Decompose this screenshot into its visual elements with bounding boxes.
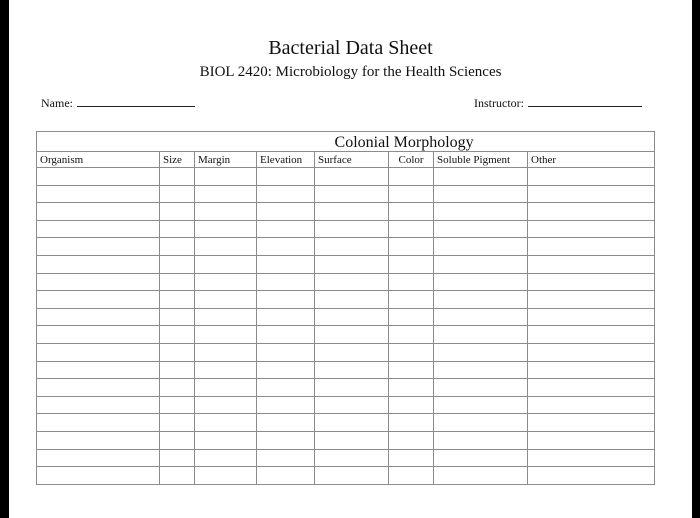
cell-organism[interactable]: [37, 379, 160, 397]
cell-margin[interactable]: [195, 449, 257, 467]
cell-surface[interactable]: [315, 467, 389, 485]
table-row: [37, 326, 655, 344]
cell-margin[interactable]: [195, 255, 257, 273]
cell-color[interactable]: [389, 255, 434, 273]
cell-elevation[interactable]: [257, 203, 315, 221]
cell-soluble-pigment[interactable]: [434, 343, 528, 361]
cell-margin[interactable]: [195, 396, 257, 414]
table-row: [37, 255, 655, 273]
cell-color[interactable]: [389, 238, 434, 256]
cell-color[interactable]: [389, 168, 434, 186]
cell-organism[interactable]: [37, 255, 160, 273]
cell-organism[interactable]: [37, 343, 160, 361]
data-sheet-page: [9, 0, 692, 518]
cell-organism[interactable]: [37, 203, 160, 221]
table-row: [37, 168, 655, 186]
cell-surface[interactable]: [315, 203, 389, 221]
column-header-size: Size: [160, 152, 195, 168]
instructor-field: [474, 96, 642, 111]
column-header-color: Color: [389, 152, 434, 168]
cell-margin[interactable]: [195, 343, 257, 361]
cell-organism[interactable]: [37, 361, 160, 379]
cell-margin[interactable]: [195, 291, 257, 309]
page-title: Bacterial Data Sheet: [268, 37, 433, 59]
cell-surface[interactable]: [315, 379, 389, 397]
table-row: [37, 396, 655, 414]
cell-elevation[interactable]: [257, 255, 315, 273]
cell-color[interactable]: [389, 467, 434, 485]
cell-color[interactable]: [389, 431, 434, 449]
cell-surface[interactable]: [315, 361, 389, 379]
cell-other[interactable]: [528, 343, 655, 361]
cell-color[interactable]: [389, 326, 434, 344]
cell-color[interactable]: [389, 379, 434, 397]
cell-margin[interactable]: [195, 431, 257, 449]
cell-organism[interactable]: [37, 291, 160, 309]
cell-other[interactable]: [528, 168, 655, 186]
cell-other[interactable]: [528, 308, 655, 326]
cell-size[interactable]: [160, 185, 195, 203]
column-header-elevation: Elevation: [257, 152, 315, 168]
cell-margin[interactable]: [195, 220, 257, 238]
cell-elevation[interactable]: [257, 343, 315, 361]
cell-soluble-pigment[interactable]: [434, 168, 528, 186]
cell-soluble-pigment[interactable]: [434, 379, 528, 397]
table-row: [37, 291, 655, 309]
cell-other[interactable]: [528, 379, 655, 397]
cell-other[interactable]: [528, 396, 655, 414]
cell-surface[interactable]: [315, 414, 389, 432]
cell-size[interactable]: [160, 361, 195, 379]
cell-other[interactable]: [528, 467, 655, 485]
cell-soluble-pigment[interactable]: [434, 414, 528, 432]
cell-organism[interactable]: [37, 326, 160, 344]
cell-size[interactable]: [160, 308, 195, 326]
table-row: [37, 273, 655, 291]
cell-margin[interactable]: [195, 379, 257, 397]
table-row: [37, 361, 655, 379]
cell-color[interactable]: [389, 291, 434, 309]
cell-soluble-pigment[interactable]: [434, 255, 528, 273]
cell-other[interactable]: [528, 273, 655, 291]
cell-margin[interactable]: [195, 203, 257, 221]
cell-other[interactable]: [528, 414, 655, 432]
cell-color[interactable]: [389, 308, 434, 326]
cell-surface[interactable]: [315, 291, 389, 309]
cell-elevation[interactable]: [257, 326, 315, 344]
table-row: [37, 414, 655, 432]
cell-margin[interactable]: [195, 273, 257, 291]
cell-size[interactable]: [160, 449, 195, 467]
cell-color[interactable]: [389, 396, 434, 414]
cell-elevation[interactable]: [257, 379, 315, 397]
cell-elevation[interactable]: [257, 185, 315, 203]
cell-elevation[interactable]: [257, 168, 315, 186]
cell-color[interactable]: [389, 220, 434, 238]
cell-other[interactable]: [528, 203, 655, 221]
table-row: [37, 449, 655, 467]
cell-elevation[interactable]: [257, 308, 315, 326]
table-row: [37, 203, 655, 221]
cell-surface[interactable]: [315, 308, 389, 326]
cell-surface[interactable]: [315, 326, 389, 344]
column-header-margin: Margin: [195, 152, 257, 168]
cell-organism[interactable]: [37, 414, 160, 432]
cell-organism[interactable]: [37, 431, 160, 449]
column-header-row: [37, 152, 655, 168]
cell-size[interactable]: [160, 273, 195, 291]
cell-organism[interactable]: [37, 467, 160, 485]
column-header-other: Other: [528, 152, 655, 168]
cell-soluble-pigment[interactable]: [434, 396, 528, 414]
cell-elevation[interactable]: [257, 396, 315, 414]
cell-other[interactable]: [528, 238, 655, 256]
cell-surface[interactable]: [315, 431, 389, 449]
cell-surface[interactable]: [315, 220, 389, 238]
table-row: [37, 238, 655, 256]
cell-other[interactable]: [528, 220, 655, 238]
cell-elevation[interactable]: [257, 449, 315, 467]
cell-margin[interactable]: [195, 361, 257, 379]
cell-elevation[interactable]: [257, 273, 315, 291]
cell-other[interactable]: [528, 185, 655, 203]
cell-margin[interactable]: [195, 185, 257, 203]
cell-elevation[interactable]: [257, 467, 315, 485]
cell-elevation[interactable]: [257, 361, 315, 379]
cell-surface[interactable]: [315, 343, 389, 361]
cell-soluble-pigment[interactable]: [434, 431, 528, 449]
group-header-spacer: [37, 132, 257, 152]
cell-color[interactable]: [389, 273, 434, 291]
cell-color[interactable]: [389, 361, 434, 379]
cell-other[interactable]: [528, 291, 655, 309]
cell-organism[interactable]: [37, 396, 160, 414]
colonial-morphology-header: Colonial Morphology: [257, 132, 655, 152]
cell-surface[interactable]: [315, 238, 389, 256]
cell-elevation[interactable]: [257, 291, 315, 309]
cell-organism[interactable]: [37, 449, 160, 467]
cell-organism[interactable]: [37, 273, 160, 291]
cell-soluble-pigment[interactable]: [434, 220, 528, 238]
cell-elevation[interactable]: [257, 414, 315, 432]
cell-size[interactable]: [160, 396, 195, 414]
cell-size[interactable]: [160, 238, 195, 256]
cell-organism[interactable]: [37, 168, 160, 186]
cell-surface[interactable]: [315, 273, 389, 291]
cell-size[interactable]: [160, 414, 195, 432]
cell-surface[interactable]: [315, 449, 389, 467]
cell-color[interactable]: [389, 185, 434, 203]
cell-soluble-pigment[interactable]: [434, 203, 528, 221]
group-header-row: [37, 132, 655, 152]
cell-size[interactable]: [160, 431, 195, 449]
cell-margin[interactable]: [195, 308, 257, 326]
cell-soluble-pigment[interactable]: [434, 238, 528, 256]
cell-margin[interactable]: [195, 414, 257, 432]
column-header-surface: Surface: [315, 152, 389, 168]
table-row: [37, 343, 655, 361]
cell-size[interactable]: [160, 291, 195, 309]
cell-size[interactable]: [160, 467, 195, 485]
column-header-soluble-pigment: Soluble Pigment: [434, 152, 528, 168]
cell-color[interactable]: [389, 343, 434, 361]
table-row: [37, 220, 655, 238]
cell-color[interactable]: [389, 414, 434, 432]
name-blank-line[interactable]: [77, 96, 195, 107]
instructor-blank-line[interactable]: [528, 96, 642, 107]
cell-elevation[interactable]: [257, 238, 315, 256]
cell-surface[interactable]: [315, 396, 389, 414]
cell-organism[interactable]: [37, 185, 160, 203]
cell-other[interactable]: [528, 326, 655, 344]
cell-size[interactable]: [160, 203, 195, 221]
cell-margin[interactable]: [195, 168, 257, 186]
cell-size[interactable]: [160, 220, 195, 238]
bacterial-data-table: [36, 131, 655, 485]
name-label: Name:: [41, 96, 73, 110]
cell-size[interactable]: [160, 343, 195, 361]
cell-size[interactable]: [160, 255, 195, 273]
cell-soluble-pigment[interactable]: [434, 449, 528, 467]
cell-other[interactable]: [528, 361, 655, 379]
cell-margin[interactable]: [195, 467, 257, 485]
cell-soluble-pigment[interactable]: [434, 326, 528, 344]
cell-color[interactable]: [389, 449, 434, 467]
column-header-organism: Organism: [37, 152, 160, 168]
cell-organism[interactable]: [37, 220, 160, 238]
table-row: [37, 467, 655, 485]
cell-size[interactable]: [160, 379, 195, 397]
cell-organism[interactable]: [37, 308, 160, 326]
cell-size[interactable]: [160, 168, 195, 186]
cell-other[interactable]: [528, 431, 655, 449]
page-subtitle: BIOL 2420: Microbiology for the Health Sciences: [199, 64, 502, 80]
cell-margin[interactable]: [195, 326, 257, 344]
cell-elevation[interactable]: [257, 220, 315, 238]
cell-other[interactable]: [528, 255, 655, 273]
cell-size[interactable]: [160, 326, 195, 344]
table-row: [37, 185, 655, 203]
table-row: [37, 379, 655, 397]
cell-soluble-pigment[interactable]: [434, 361, 528, 379]
cell-soluble-pigment[interactable]: [434, 273, 528, 291]
table-row: [37, 308, 655, 326]
cell-soluble-pigment[interactable]: [434, 291, 528, 309]
cell-color[interactable]: [389, 203, 434, 221]
cell-organism[interactable]: [37, 238, 160, 256]
cell-margin[interactable]: [195, 238, 257, 256]
cell-other[interactable]: [528, 449, 655, 467]
cell-surface[interactable]: [315, 185, 389, 203]
cell-soluble-pigment[interactable]: [434, 467, 528, 485]
instructor-label: Instructor:: [474, 96, 524, 110]
data-table-body: [37, 168, 655, 485]
cell-soluble-pigment[interactable]: [434, 308, 528, 326]
cell-elevation[interactable]: [257, 431, 315, 449]
cell-soluble-pigment[interactable]: [434, 185, 528, 203]
name-field: [41, 96, 195, 111]
cell-surface[interactable]: [315, 255, 389, 273]
table-row: [37, 431, 655, 449]
cell-surface[interactable]: [315, 168, 389, 186]
